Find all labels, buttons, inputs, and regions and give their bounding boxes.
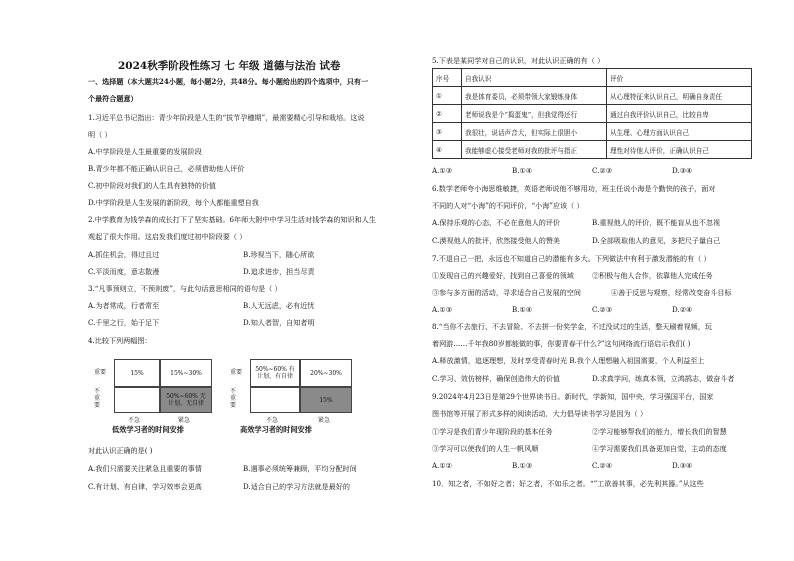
chart-left-caption: 低效学习者的时间安排 — [112, 425, 184, 434]
q5-row2-self: 老师说我是个“捣蛋鬼”，但我觉得还行 — [462, 105, 607, 123]
q9-item-4: ④学习需要我们具备更加自觉，主动的态度 — [592, 444, 727, 453]
table-row — [433, 141, 752, 159]
q7-item-2: ②积极与他人合作，依靠他人完成任务 — [592, 271, 713, 280]
q5-head-no: 序号 — [433, 69, 462, 87]
q6-stem-cont: 不同的人对“小海”的不同评价，“小海”应该（ ） — [432, 201, 584, 210]
q5-option-b[interactable]: B.①④ — [512, 166, 533, 175]
page-title: 2024秋季阶段性练习 七 年级 道德与法治 试卷 — [118, 60, 341, 72]
q9-option-c[interactable]: C.②④ — [592, 461, 613, 470]
chart-right-x-left: 不急 — [266, 417, 279, 424]
chart-right-br: 15% — [300, 387, 352, 413]
q4-option-c[interactable]: C.有计划、有自律，学习效率会更高 — [88, 482, 202, 491]
q9-stem: 9.2024年4月23日是第29个世界读书日。新时代，学新知，国中央，学习强国平台，国家 — [432, 392, 714, 401]
q4-option-a[interactable]: A.我们只需要关注紧急且重要的事情 — [88, 464, 202, 473]
q8-stem: 8.“当你不去旅行、不去冒险、不去拼一份奖学金，不过没试过的生活，整天刷着视频，玩 — [432, 322, 712, 331]
q7-option-b[interactable]: B.①④ — [512, 305, 533, 314]
chart-left-y-bottom: 不重要 — [94, 388, 101, 409]
q7-item-3: ③参与多方面的活动，寻求适合自己发展的空间 — [432, 288, 581, 297]
table-row — [433, 123, 752, 141]
q1-option-d[interactable]: D.中学阶段是人生发展的新阶段，每个人都能重塑自我 — [88, 198, 259, 207]
q5-option-a[interactable]: A.①③ — [432, 166, 453, 175]
chart-left-x-right: 紧急 — [178, 417, 191, 424]
q3-option-b[interactable]: B.人无远虑，必有近忧 — [243, 301, 315, 310]
q6-option-c[interactable]: C.漠视他人的批评，欣然接受他人的赞美 — [432, 236, 561, 245]
q2-option-a[interactable]: A.抓住机会，得过且过 — [88, 250, 160, 259]
q7-option-a[interactable]: A.①③ — [432, 305, 453, 314]
q5-stem: 5.下表是某同学对自己的认识，对此认识正确的有（ ） — [432, 56, 605, 65]
q2-option-c[interactable]: C.平淡而度，意志散漫 — [88, 267, 160, 276]
q6-option-a[interactable]: A.保持乐观的心态，不必在意他人的评价 — [432, 218, 560, 227]
q9-item-3: ③学习可以使我们的人生一帆风顺 — [432, 444, 539, 453]
chart-right-y-top: 重要 — [230, 369, 243, 376]
q7-item-1: ①发现自己的兴趣爱好，找到自己喜爱的领域 — [432, 271, 574, 280]
q5-row1-no: ① — [433, 87, 462, 105]
q7-option-d[interactable]: D.②④ — [672, 305, 693, 314]
q1-stem: 1.习近平总书记指出：青少年阶段是人生的“拔节孕穗期”，最需要精心引导和栽培。这说 — [88, 113, 365, 122]
q9-option-d[interactable]: D.③④ — [672, 461, 693, 470]
chart-right-tr: 20%~30% — [300, 359, 352, 387]
q3-option-d[interactable]: D.知人者智，自知者明 — [243, 318, 315, 327]
q6-option-d[interactable]: D.全部吸取他人的意见，多把尺子量自己 — [592, 236, 721, 245]
q5-option-d[interactable]: D.③④ — [672, 166, 693, 175]
chart-left-tr: 15%~30% — [160, 359, 212, 387]
chart-right-bl — [250, 387, 300, 413]
q2-stem: 2.中学教育为钱学森的成长打下了坚实基础。6年师大附中中学习生活对钱学森的知识和人生 — [88, 215, 376, 224]
q4-question: 对此认识正确的是( ) — [88, 446, 153, 455]
q1-option-b[interactable]: B.青少年都不能正确认识自己，必须借助他人评价 — [88, 164, 245, 173]
table-row — [433, 105, 752, 123]
q9-stem-cont: 图书馆等开展了形式多样的阅读活动，大力倡导读书学习是因为（ ） — [432, 409, 648, 418]
chart-right-tl: 50%~60% 有计划、有自律 — [250, 359, 300, 387]
q8-option-d[interactable]: D.求真学问，练真本领，立鸿鹄志，做奋斗者 — [592, 374, 735, 383]
q6-option-b[interactable]: B.重视他人的评价，既不能盲从也不忽视 — [592, 218, 721, 227]
chart-right-caption: 高效学习者的时间安排 — [240, 425, 312, 434]
q5-row4-eval: 理性对待他人评价，正确认识自己 — [607, 141, 752, 159]
q3-stem: 3.“凡事预则立，不预则废”，与此句话意思相同的语句是（ ） — [88, 284, 282, 293]
table-row — [433, 87, 752, 105]
q1-stem-cont: 明（ ） — [88, 130, 112, 139]
q9-item-1: ①学习是我们青少年现阶段的基本任务 — [432, 427, 553, 436]
chart-left-y-top: 重要 — [94, 369, 107, 376]
chart-left-tl: 15% — [114, 359, 160, 387]
q3-option-c[interactable]: C.千里之行，始于足下 — [88, 318, 160, 327]
q9-option-a[interactable]: A.①② — [432, 461, 453, 470]
q4-option-b[interactable]: B.遇事必须统筹兼顾，平均分配时间 — [243, 464, 357, 473]
q5-row3-no: ③ — [433, 123, 462, 141]
low-efficiency-chart — [94, 353, 224, 424]
q7-item-4: ④善于反思与观察，经常改变奋斗目标 — [611, 288, 732, 297]
q8-option-ab[interactable]: A.释放激情，追逐理想，及时享受青春时光 B.我个人理想融入祖国需要，个人利益至上 — [432, 356, 705, 365]
q3-option-a[interactable]: A.为者常成，行者常至 — [88, 301, 160, 310]
chart-left-br: 50%~60% 无计划、无自律 — [160, 387, 212, 413]
q5-table — [432, 68, 752, 159]
chart-left-x-left: 不急 — [128, 417, 141, 424]
q4-stem: 4.比较下列两幅图： — [88, 336, 152, 345]
q1-option-a[interactable]: A.中学阶段是人生最重要的发展阶段 — [88, 147, 202, 156]
q5-row1-eval: 从心理特征来认识自己，明确自身责任 — [607, 87, 752, 105]
q9-item-2: ②学习能够帮我们的能力，增长我们的智慧 — [592, 427, 727, 436]
high-efficiency-chart — [230, 353, 360, 424]
q8-stem-cont: 着网游……千年我80岁都能做的事，你要青春干什么?”这句网络流行语启示我们( ) — [432, 339, 691, 348]
q2-option-b[interactable]: B.珍视当下，随心所欲 — [243, 250, 315, 259]
q5-head-eval: 评价 — [607, 69, 752, 87]
q5-row2-no: ② — [433, 105, 462, 123]
section-instruction-cont: 个最符合题意） — [88, 94, 138, 103]
q9-option-b[interactable]: B.①③ — [512, 461, 533, 470]
q6-stem: 6.数学老师夸小海思维敏捷，英语老师说他不够用功，班主任说小海是个勤快的孩子，面对 — [432, 184, 716, 193]
q8-option-c[interactable]: C.学习、效仿榜样，确保创造伟大的价值 — [432, 374, 561, 383]
q4-option-d[interactable]: D.适合自己的学习方法就是最好的 — [243, 482, 351, 491]
q10-stem: 10．知之者，不如好之者；好之者，不如乐之者。“”工欲善其事，必先利其器。”从这些 — [432, 479, 704, 488]
chart-left-bl — [114, 387, 160, 413]
q1-option-c[interactable]: C.初中阶段对我们的人生具有独特的价值 — [88, 181, 217, 190]
q7-stem: 7.不退自己一把，永远也不知道自己的潜能有多大。下列做法中有利于激发潜能的有（ ） — [432, 254, 711, 263]
q2-option-d[interactable]: D.追求进步，担当尽责 — [243, 267, 315, 276]
q5-row3-self: 我很壮，说话声音大，但实际上很胆小 — [462, 123, 607, 141]
q5-option-c[interactable]: C.②③ — [592, 166, 613, 175]
q7-option-c[interactable]: C.②③ — [592, 305, 613, 314]
q5-head-self: 自我认识 — [462, 69, 607, 87]
section-instruction: 一、选择题（本大题共24小题，每小题2分，共48分。每小题给出的四个选项中，只有一 — [88, 77, 369, 86]
q5-table-header — [433, 69, 752, 87]
chart-right-x-right: 紧急 — [318, 417, 331, 424]
q2-stem-cont: 观起了很大作用。这启发我们度过初中阶段要（ ） — [88, 232, 247, 241]
q5-row2-eval: 通过自我评价认识自己，比较自卑 — [607, 105, 752, 123]
q5-row4-no: ④ — [433, 141, 462, 159]
q5-row1-self: 我是体育委员，必须带领大家锻炼身体 — [462, 87, 607, 105]
chart-right-y-bottom: 不重要 — [230, 388, 237, 409]
q5-row4-self: 我能够虚心接受老师对我的批评与指正 — [462, 141, 607, 159]
q5-row3-eval: 从生理、心理方面认识自己 — [607, 123, 752, 141]
